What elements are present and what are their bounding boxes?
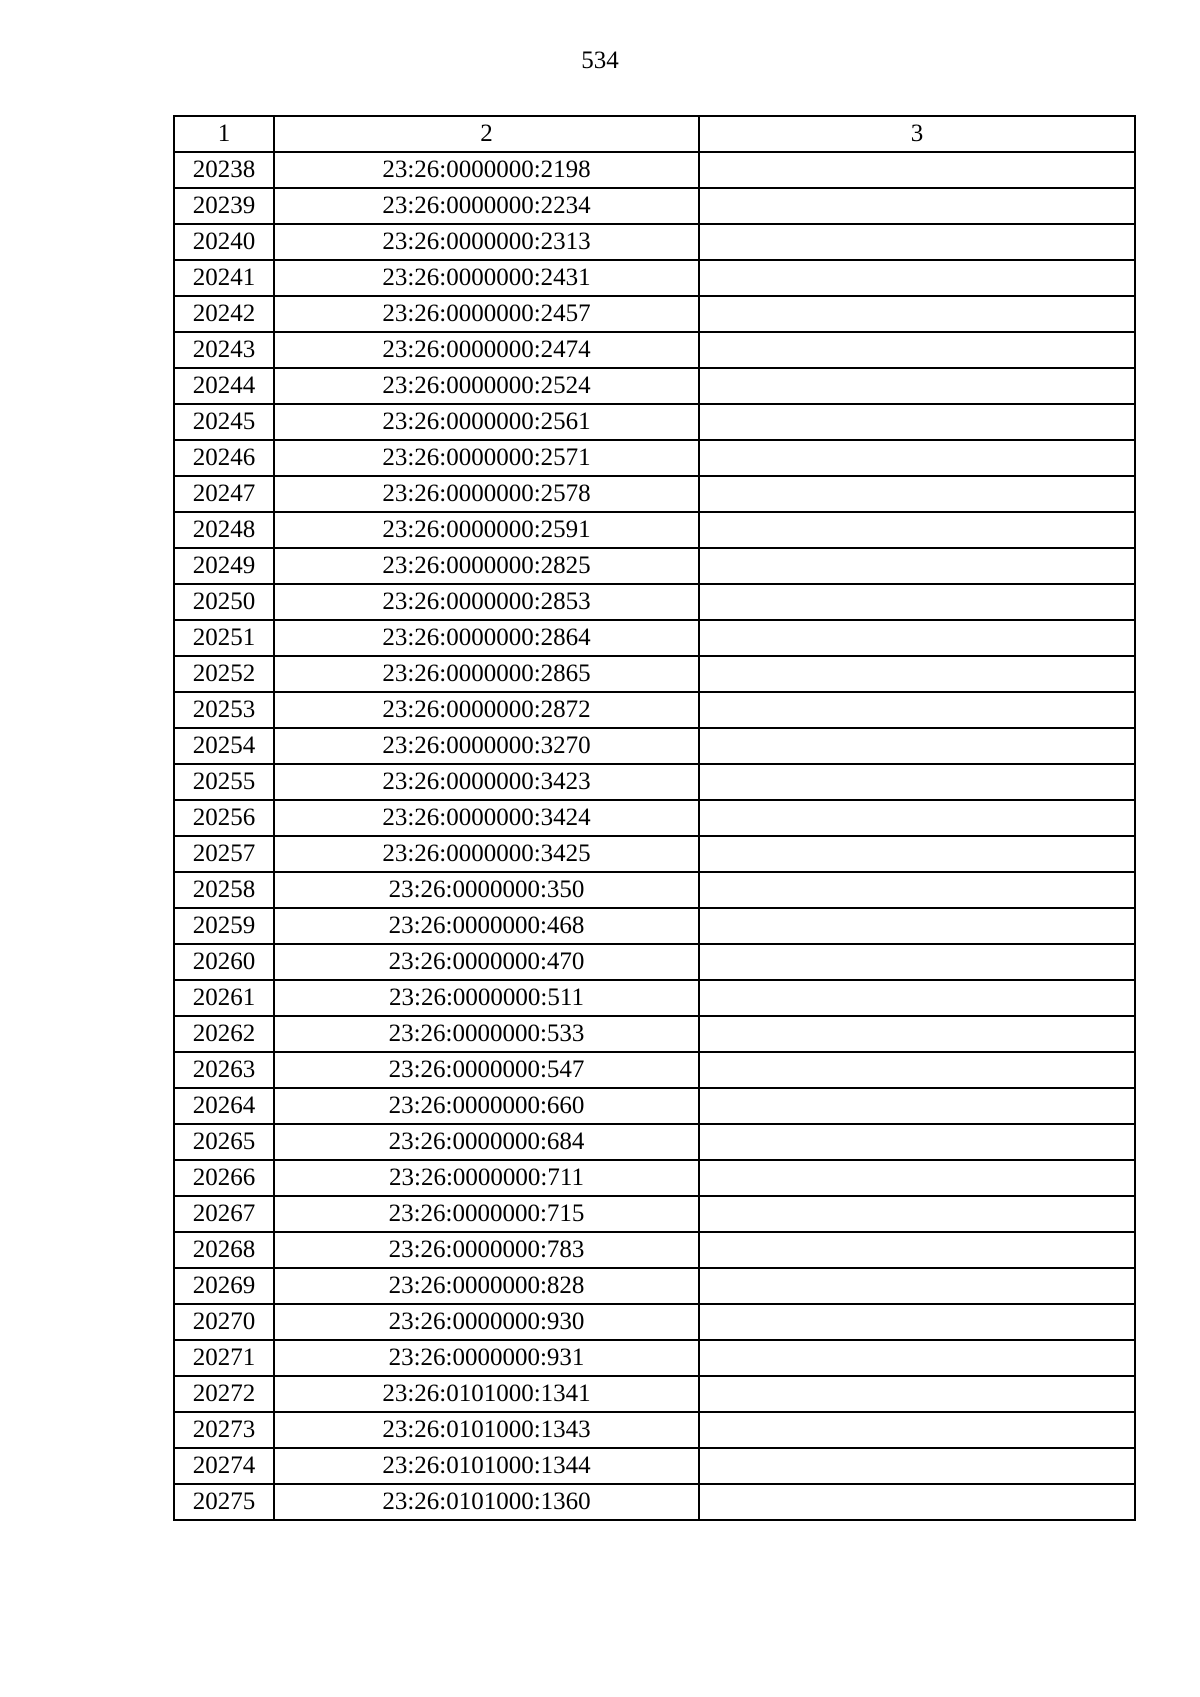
note-cell xyxy=(699,1196,1135,1232)
table-row xyxy=(174,404,1135,440)
note-cell xyxy=(699,1088,1135,1124)
note-cell xyxy=(699,656,1135,692)
cadastral-number-cell: 23:26:0000000:2561 xyxy=(274,404,699,440)
row-number-cell: 20272 xyxy=(174,1376,274,1412)
cadastral-number-cell: 23:26:0101000:1344 xyxy=(274,1448,699,1484)
cadastral-number-cell: 23:26:0000000:931 xyxy=(274,1340,699,1376)
table-row xyxy=(174,1052,1135,1088)
cadastral-number-cell: 23:26:0000000:3425 xyxy=(274,836,699,872)
row-number-cell: 20264 xyxy=(174,1088,274,1124)
cadastral-number-cell: 23:26:0000000:2474 xyxy=(274,332,699,368)
row-number-cell: 20274 xyxy=(174,1448,274,1484)
cadastral-number-cell: 23:26:0000000:3423 xyxy=(274,764,699,800)
cadastral-number-cell: 23:26:0000000:468 xyxy=(274,908,699,944)
table-row xyxy=(174,656,1135,692)
row-number-cell: 20260 xyxy=(174,944,274,980)
note-cell xyxy=(699,1016,1135,1052)
note-cell xyxy=(699,944,1135,980)
note-cell xyxy=(699,404,1135,440)
table-row xyxy=(174,908,1135,944)
cadastral-number-cell: 23:26:0000000:3270 xyxy=(274,728,699,764)
row-number-cell: 20251 xyxy=(174,620,274,656)
table-row xyxy=(174,1304,1135,1340)
row-number-cell: 20265 xyxy=(174,1124,274,1160)
note-cell xyxy=(699,1448,1135,1484)
table-row xyxy=(174,800,1135,836)
cadastral-number-cell: 23:26:0000000:2457 xyxy=(274,296,699,332)
cadastral-number-cell: 23:26:0000000:533 xyxy=(274,1016,699,1052)
note-cell xyxy=(699,260,1135,296)
note-cell xyxy=(699,584,1135,620)
row-number-cell: 20253 xyxy=(174,692,274,728)
table-row xyxy=(174,728,1135,764)
table-row xyxy=(174,1448,1135,1484)
note-cell xyxy=(699,692,1135,728)
table-row xyxy=(174,584,1135,620)
table-row xyxy=(174,1484,1135,1520)
header-cell-3: 3 xyxy=(699,116,1135,152)
table-row xyxy=(174,1124,1135,1160)
table-row xyxy=(174,152,1135,188)
table-row xyxy=(174,872,1135,908)
note-cell xyxy=(699,296,1135,332)
row-number-cell: 20269 xyxy=(174,1268,274,1304)
cadastral-number-cell: 23:26:0000000:2872 xyxy=(274,692,699,728)
note-cell xyxy=(699,332,1135,368)
cadastral-number-cell: 23:26:0000000:2234 xyxy=(274,188,699,224)
note-cell xyxy=(699,1304,1135,1340)
note-cell xyxy=(699,1124,1135,1160)
note-cell xyxy=(699,1340,1135,1376)
table-header-row xyxy=(174,116,1135,152)
row-number-cell: 20250 xyxy=(174,584,274,620)
row-number-cell: 20266 xyxy=(174,1160,274,1196)
note-cell xyxy=(699,872,1135,908)
table-row xyxy=(174,188,1135,224)
table-row xyxy=(174,1196,1135,1232)
row-number-cell: 20243 xyxy=(174,332,274,368)
note-cell xyxy=(699,980,1135,1016)
row-number-cell: 20259 xyxy=(174,908,274,944)
note-cell xyxy=(699,1412,1135,1448)
table-row xyxy=(174,764,1135,800)
cadastral-number-cell: 23:26:0000000:2571 xyxy=(274,440,699,476)
cadastral-number-cell: 23:26:0000000:350 xyxy=(274,872,699,908)
row-number-cell: 20242 xyxy=(174,296,274,332)
cadastral-number-cell: 23:26:0000000:715 xyxy=(274,1196,699,1232)
table-row xyxy=(174,1268,1135,1304)
row-number-cell: 20262 xyxy=(174,1016,274,1052)
cadastral-number-cell: 23:26:0000000:470 xyxy=(274,944,699,980)
row-number-cell: 20252 xyxy=(174,656,274,692)
note-cell xyxy=(699,764,1135,800)
note-cell xyxy=(699,1160,1135,1196)
note-cell xyxy=(699,440,1135,476)
note-cell xyxy=(699,1268,1135,1304)
note-cell xyxy=(699,1232,1135,1268)
table-row xyxy=(174,368,1135,404)
table-row xyxy=(174,1412,1135,1448)
note-cell xyxy=(699,188,1135,224)
note-cell xyxy=(699,476,1135,512)
row-number-cell: 20244 xyxy=(174,368,274,404)
row-number-cell: 20241 xyxy=(174,260,274,296)
cadastral-number-cell: 23:26:0000000:2864 xyxy=(274,620,699,656)
page-number: 534 xyxy=(581,47,619,74)
table-row xyxy=(174,332,1135,368)
row-number-cell: 20239 xyxy=(174,188,274,224)
row-number-cell: 20255 xyxy=(174,764,274,800)
note-cell xyxy=(699,548,1135,584)
row-number-cell: 20263 xyxy=(174,1052,274,1088)
cadastral-number-cell: 23:26:0000000:2865 xyxy=(274,656,699,692)
note-cell xyxy=(699,908,1135,944)
table-row xyxy=(174,440,1135,476)
table-row xyxy=(174,548,1135,584)
row-number-cell: 20245 xyxy=(174,404,274,440)
registry-table xyxy=(173,115,1136,1521)
row-number-cell: 20248 xyxy=(174,512,274,548)
row-number-cell: 20247 xyxy=(174,476,274,512)
cadastral-number-cell: 23:26:0000000:828 xyxy=(274,1268,699,1304)
note-cell xyxy=(699,368,1135,404)
row-number-cell: 20273 xyxy=(174,1412,274,1448)
cadastral-number-cell: 23:26:0000000:930 xyxy=(274,1304,699,1340)
table-row xyxy=(174,1160,1135,1196)
cadastral-number-cell: 23:26:0000000:660 xyxy=(274,1088,699,1124)
cadastral-number-cell: 23:26:0101000:1341 xyxy=(274,1376,699,1412)
row-number-cell: 20258 xyxy=(174,872,274,908)
table-row xyxy=(174,1088,1135,1124)
row-number-cell: 20254 xyxy=(174,728,274,764)
table-row xyxy=(174,620,1135,656)
table-row xyxy=(174,1016,1135,1052)
table-body xyxy=(174,116,1135,1520)
note-cell xyxy=(699,1052,1135,1088)
table-row xyxy=(174,1232,1135,1268)
cadastral-number-cell: 23:26:0000000:2431 xyxy=(274,260,699,296)
table-row xyxy=(174,692,1135,728)
note-cell xyxy=(699,152,1135,188)
note-cell xyxy=(699,1484,1135,1520)
table-row xyxy=(174,476,1135,512)
row-number-cell: 20257 xyxy=(174,836,274,872)
cadastral-number-cell: 23:26:0000000:783 xyxy=(274,1232,699,1268)
table-row xyxy=(174,512,1135,548)
row-number-cell: 20256 xyxy=(174,800,274,836)
table-row xyxy=(174,944,1135,980)
row-number-cell: 20240 xyxy=(174,224,274,260)
cadastral-number-cell: 23:26:0000000:2578 xyxy=(274,476,699,512)
cadastral-number-cell: 23:26:0000000:3424 xyxy=(274,800,699,836)
row-number-cell: 20249 xyxy=(174,548,274,584)
row-number-cell: 20246 xyxy=(174,440,274,476)
cadastral-number-cell: 23:26:0000000:2853 xyxy=(274,584,699,620)
note-cell xyxy=(699,728,1135,764)
cadastral-number-cell: 23:26:0000000:684 xyxy=(274,1124,699,1160)
row-number-cell: 20238 xyxy=(174,152,274,188)
note-cell xyxy=(699,800,1135,836)
cadastral-number-cell: 23:26:0000000:2524 xyxy=(274,368,699,404)
cadastral-number-cell: 23:26:0101000:1360 xyxy=(274,1484,699,1520)
note-cell xyxy=(699,620,1135,656)
cadastral-number-cell: 23:26:0000000:547 xyxy=(274,1052,699,1088)
table-row xyxy=(174,224,1135,260)
table-row xyxy=(174,1376,1135,1412)
row-number-cell: 20268 xyxy=(174,1232,274,1268)
cadastral-number-cell: 23:26:0000000:511 xyxy=(274,980,699,1016)
cadastral-number-cell: 23:26:0000000:2313 xyxy=(274,224,699,260)
cadastral-number-cell: 23:26:0000000:711 xyxy=(274,1160,699,1196)
cadastral-number-cell: 23:26:0101000:1343 xyxy=(274,1412,699,1448)
row-number-cell: 20261 xyxy=(174,980,274,1016)
note-cell xyxy=(699,1376,1135,1412)
row-number-cell: 20267 xyxy=(174,1196,274,1232)
cadastral-number-cell: 23:26:0000000:2591 xyxy=(274,512,699,548)
header-cell-2: 2 xyxy=(274,116,699,152)
note-cell xyxy=(699,224,1135,260)
table-row xyxy=(174,260,1135,296)
cadastral-number-cell: 23:26:0000000:2198 xyxy=(274,152,699,188)
row-number-cell: 20275 xyxy=(174,1484,274,1520)
note-cell xyxy=(699,512,1135,548)
header-cell-1: 1 xyxy=(174,116,274,152)
table-row xyxy=(174,980,1135,1016)
row-number-cell: 20270 xyxy=(174,1304,274,1340)
note-cell xyxy=(699,836,1135,872)
table-row xyxy=(174,836,1135,872)
row-number-cell: 20271 xyxy=(174,1340,274,1376)
table-row xyxy=(174,1340,1135,1376)
table-row xyxy=(174,296,1135,332)
cadastral-number-cell: 23:26:0000000:2825 xyxy=(274,548,699,584)
